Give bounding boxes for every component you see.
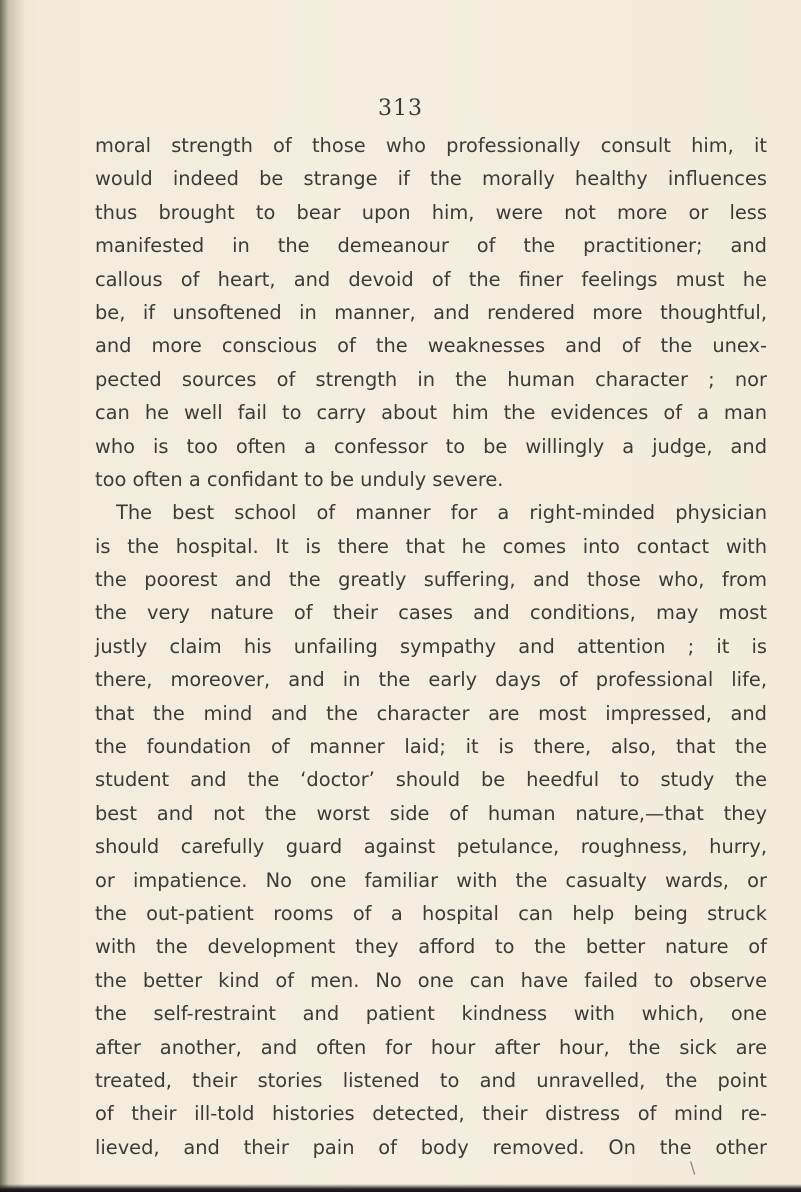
text-line: with the development they afford to the better nature of [95, 935, 767, 959]
page-bottom-edge [0, 1184, 801, 1192]
text-line: the out-patient rooms of a hospital can help being struck [95, 901, 767, 925]
text-line: moral strength of those who professionally consult him, it [95, 134, 767, 157]
text-line: of their ill-told histories detected, their distress of mind re- [95, 1102, 767, 1126]
text-line: should carefully guard against petulance, roughness, hurry, [95, 835, 767, 859]
text-line: The best school of manner for a right-minded physician [116, 501, 767, 525]
text-line: manifested in the demeanour of the practitioner; and [95, 234, 767, 258]
body-text [95, 129, 767, 1164]
text-line: after another, and often for hour after hour, the sick are [95, 1035, 767, 1059]
page-number: 313 [378, 96, 423, 121]
text-line: student and the ‘doctor’ should be heedful to study the [95, 768, 767, 792]
binding-shadow [9, 0, 25, 1192]
text-line: is the hospital. It is there that he comes into contact with [95, 534, 767, 558]
text-line: would indeed be strange if the morally healthy influences [95, 167, 767, 191]
text-line: callous of heart, and devoid of the finer feelings must he [95, 267, 767, 291]
text-line: best and not the worst side of human nature,—that they [95, 801, 767, 825]
text-line: the poorest and the greatly suffering, and those who, from [95, 568, 767, 592]
text-line: pected sources of strength in the human character ; nor [95, 367, 767, 391]
text-line: the very nature of their cases and conditions, may most [95, 601, 767, 625]
paragraph [95, 129, 767, 496]
text-line: there, moreover, and in the early days of professional life, [95, 668, 767, 692]
text-line: or impatience. No one familiar with the casualty wards, or [95, 868, 767, 892]
text-line: be, if unsoftened in manner, and rendered more thoughtful, [95, 300, 767, 324]
text-line: thus brought to bear upon him, were not more or less [95, 200, 767, 224]
text-line: and more conscious of the weaknesses and of the unex- [95, 334, 767, 358]
paragraph [95, 496, 767, 1164]
scan-mark: \ [690, 1158, 696, 1177]
text-line: the better kind of men. No one can have failed to observe [95, 968, 767, 992]
text-line: the foundation of manner laid; it is there, also, that the [95, 735, 767, 759]
text-line: treated, their stories listened to and unravelled, the point [95, 1068, 767, 1092]
text-line: lieved, and their pain of body removed. On the other [95, 1135, 767, 1159]
text-line: justly claim his unfailing sympathy and attention ; it is [95, 634, 767, 658]
text-line: the self-restraint and patient kindness with which, one [95, 1002, 767, 1026]
text-line: who is too often a confessor to be willingly a judge, and [95, 434, 767, 458]
binding-edge [0, 0, 9, 1192]
text-line: that the mind and the character are most impressed, and [95, 701, 767, 725]
text-line: can he well fail to carry about him the evidences of a man [95, 401, 767, 425]
text-line: too often a confidant to be unduly severe. [95, 467, 504, 491]
